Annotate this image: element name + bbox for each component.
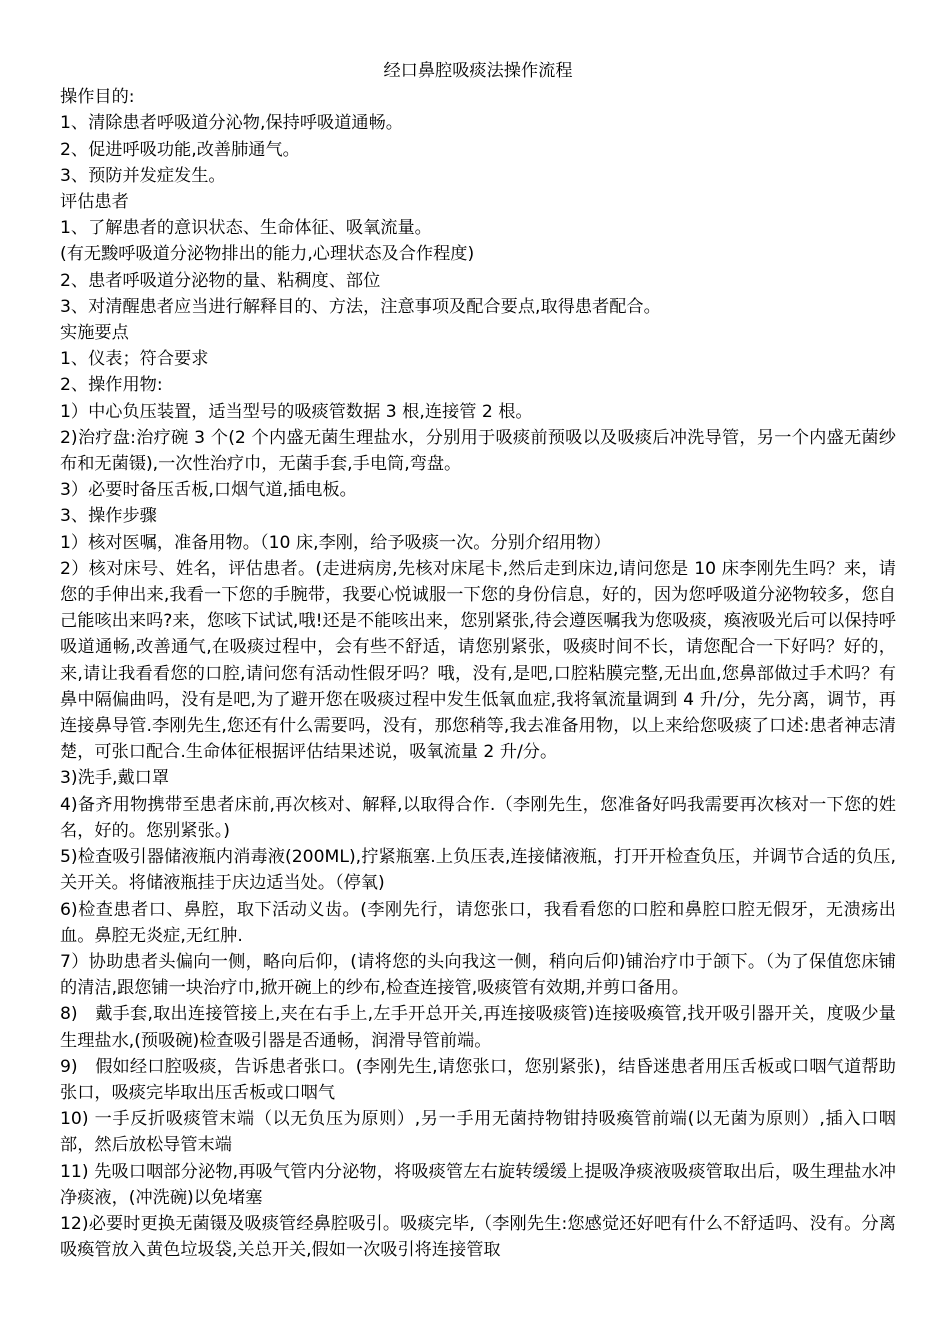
paragraph: 1、仪表；符合要求 — [60, 349, 209, 370]
paragraph: 1、了解患者的意识状态、生命体征、吸氧流量。 — [60, 218, 432, 239]
paragraph: 6)检查患者口、鼻腔，取下活动义齿。(李刚先行，请您张口，我看看您的口腔和鼻腔口腔无假牙，无溃疡出血。鼻腔无炎症,无红肿. — [60, 899, 896, 946]
paragraph: 2、患者呼吸道分泌物的量、粘稠度、部位 — [60, 270, 381, 291]
paragraph: 实施要点 — [60, 323, 129, 344]
paragraph: 1）核对医嘱，准备用物。（10 床,李刚，给予吸痰一次。分别介绍用物） — [60, 532, 611, 553]
paragraph: 1）中心负压装置，适当型号的吸痰管数据 3 根,连接管 2 根。 — [60, 401, 533, 422]
paragraph: 5)检查吸引器储液瓶内消毒液(200ML),拧紧瓶塞.上负压表,连接储液瓶，打开开检查负压，并调节合适的负压,关开关。将储液瓶挂于庆边适当处。（停氧) — [60, 847, 896, 894]
paragraph: 3、对清醒患者应当进行解释目的、方法，注意事项及配合要点,取得患者配合。 — [60, 296, 661, 317]
paragraph: 3、操作步骤 — [60, 506, 157, 527]
paragraph: 2、促进呼吸功能,改善肺通气。 — [60, 139, 300, 160]
paragraph: 10) 一手反折吸痰管末端（以无负压为原则）,另一手用无菌持物钳持吸瘓管前端(以无菌为原则）,插入口咽部，然后放松导管末端 — [60, 1109, 896, 1156]
paragraph: 3）必要时备压舌板,口烟气道,插电板。 — [60, 480, 357, 501]
paragraph: 2)治疗盘:治疗碗 3 个(2 个内盛无菌生理盐水，分别用于吸痰前预吸以及吸痰后冲洗导管，另一个内盛无菌纱布和无菌镊),一次性治疗巾，无菌手套,手电筒,弯盘。 — [60, 427, 896, 475]
paragraph: 操作目的: — [60, 87, 135, 108]
paragraph: 2）核对床号、姓名，评估患者。(走进病房,先核对床尾卡,然后走到床边,请问您是 10 床李刚先生吗？来，请您的手伸出来,我看一下您的手腕带，我要心悦诚服一下您的身份信息，好的，因为您呼吸道分泌物较多，您自己能咳出来吗?来，您咳下试试,哦!还是不能咳出来，您别紧张,待会遵医嘱我为您吸痰，瘓液吸光后可以保持呼吸道通畅,改善通气,在吸痰过程中，会有些不舒适，请您别紧张，吸痰时间不长，请您配合一下好吗？好的，来,请让我看看您的口腔,请问您有活动性假牙吗？哦，没有,是吧,口腔粘膜完整,无出血,您鼻部做过手术吗？有鼻中隔偏曲吗，没有是吧,为了避开您在吸痰过程中发生低氧血症,我将氧流量调到 4 升/分，先分离，调节，再连接鼻导管.李刚先生,您还有什么需要吗，没有，那您稍等,我去准备用物，以上来给您吸痰了口述:患者神志清楚，可张口配合.生命体征根据评估结果述说，吸氧流量 2 升/分。 — [60, 558, 896, 763]
paragraph: 2、操作用物: — [60, 375, 163, 396]
paragraph: (有无黢呼吸道分泌物排出的能力,心理状态及合作程度) — [60, 244, 475, 265]
paragraph: 12)必要时更换无菌镊及吸痰管经鼻腔吸引。吸痰完毕,（李刚先生:您感觉还好吧有什么不舒适吗、没有。分离吸瘓管放入黄色垃圾袋,关总开关,假如一次吸引将连接管取 — [60, 1213, 896, 1261]
document-body — [60, 84, 896, 1263]
document-page — [60, 58, 896, 1263]
paragraph: 3)洗手,戴口罩 — [60, 768, 170, 789]
paragraph: 7）协助患者头偏向一侧，略向后仰，(请将您的头向我这一侧，稍向后仰)铺治疗巾于颌下。（为了保值您床铺的清洁,跟您铺一块治疗巾,掀开碗上的纱布,检查连接管,吸痰管有效期,并剪口备用。 — [60, 951, 896, 999]
paragraph: 8) 戴手套,取出连接管接上,夹在右手上,左手开总开关,再连接吸痰管)连接吸瘓管,找开吸引器开关，度吸少量生理盐水,(预吸碗)检查吸引器是否通畅，润滑导管前端。 — [60, 1004, 896, 1051]
paragraph: 3、预防并发症发生。 — [60, 165, 226, 186]
paragraph: 1、清除患者呼吸道分沁物,保持呼吸道通畅。 — [60, 113, 403, 134]
paragraph: 9) 假如经口腔吸痰，告诉患者张口。(李刚先生,请您张口，您别紧张)，结昏迷患者用压舌板或口咽气道帮助张口，吸痰完毕取出压舌板或口咽气 — [60, 1056, 896, 1103]
paragraph: 评估患者 — [60, 192, 129, 213]
document-title: 经口鼻腔吸痰法操作流程 — [383, 61, 573, 81]
paragraph: 11) 先吸口咽部分泌物,再吸气管内分泌物，将吸痰管左右旋转缓缓上提吸净痰液吸痰管取出后，吸生理盐水冲净痰液，(冲洗碗)以免堵塞 — [60, 1161, 896, 1208]
paragraph: 4)备齐用物携带至患者床前,再次核对、解释,以取得合作.（李刚先生，您准备好吗我需要再次核对一下您的姓名，好的。您别紧张。) — [60, 794, 896, 841]
